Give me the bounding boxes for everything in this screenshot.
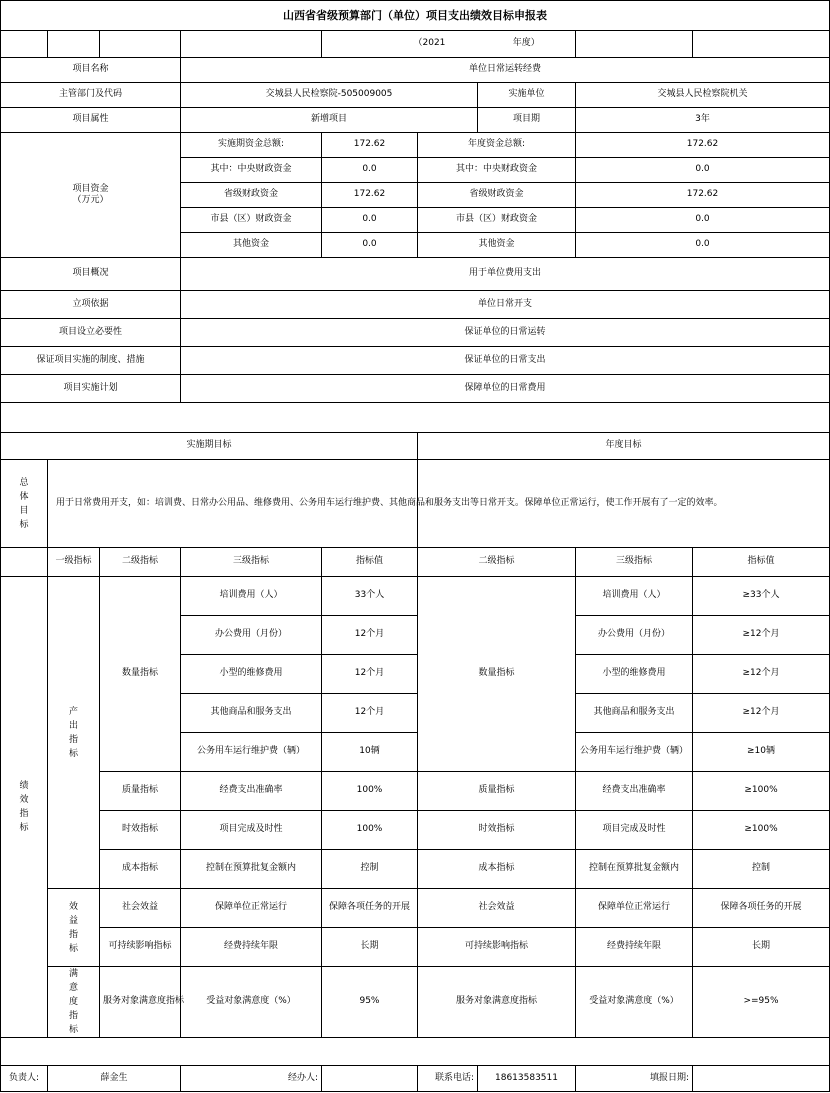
indicator-l3: 办公费用（月份）	[181, 616, 322, 655]
annual-indicator-value: ≥100%	[693, 811, 830, 850]
annual-quantity-label: 数量指标	[418, 577, 576, 772]
unit-value: 交城县人民检察院机关	[576, 83, 830, 108]
phone-label: 联系电话:	[418, 1066, 478, 1092]
indicator-l3: 经费持续年限	[181, 928, 322, 967]
measures-label: 保证项目实施的制度、措施	[1, 347, 181, 375]
indicator-value: 12个月	[322, 616, 418, 655]
phone-value: 18613583511	[478, 1066, 576, 1092]
period-value: 3年	[576, 108, 830, 133]
annual-indicator-value: >=95%	[693, 967, 830, 1038]
annual-indicator-l3: 公务用车运行维护费（辆）	[576, 733, 693, 772]
year-open: （	[413, 38, 423, 49]
attr-value: 新增项目	[181, 108, 478, 133]
funds-label-1: 实施期资金总额:	[181, 133, 322, 158]
indicator-l3: 公务用车运行维护费（辆）	[181, 733, 322, 772]
satisfaction-group-label: 满意度指标	[48, 967, 100, 1038]
indicator-value: 控制	[322, 850, 418, 889]
funds-value-3: 172.62	[322, 183, 418, 208]
annual-indicator-l3: 经费持续年限	[576, 928, 693, 967]
year-value: 2021	[422, 38, 446, 49]
indicator-value: 95%	[322, 967, 418, 1038]
annual-indicator-value: ≥100%	[693, 772, 830, 811]
attr-label: 项目属性	[1, 108, 181, 133]
funds-annual-label-4: 市县（区）财政资金	[418, 208, 576, 233]
year-suffix: 年度）	[478, 31, 576, 58]
funds-annual-value-5: 0.0	[576, 233, 830, 258]
necessity-label: 项目设立必要性	[1, 319, 181, 347]
cost-label: 成本指标	[100, 850, 181, 889]
dept-value: 交城县人民检察院-505009005	[181, 83, 478, 108]
plan-label: 项目实施计划	[1, 375, 181, 403]
measures-value: 保证单位的日常支出	[181, 347, 830, 375]
annual-indicator-l3: 控制在预算批复金额内	[576, 850, 693, 889]
annual-indicator-value: 控制	[693, 850, 830, 889]
value-header: 指标值	[322, 548, 418, 577]
funds-annual-label-1: 年度资金总额:	[418, 133, 576, 158]
annual-cost-label: 成本指标	[418, 850, 576, 889]
indicator-l3: 小型的维修费用	[181, 655, 322, 694]
basis-value: 单位日常开支	[181, 291, 830, 319]
overview-label: 项目概况	[1, 258, 181, 291]
annual-indicator-l3: 其他商品和服务支出	[576, 694, 693, 733]
funds-label-3: 省级财政资金	[181, 183, 322, 208]
indicator-l3: 保障单位正常运行	[181, 889, 322, 928]
level3-header: 三级指标	[181, 548, 322, 577]
annual-indicator-l3: 办公费用（月份）	[576, 616, 693, 655]
social-effect-label: 社会效益	[100, 889, 181, 928]
annual-goal-text: 保障单位正常运行，使工作开展有了一定的效率。	[418, 460, 830, 548]
indicator-l3: 控制在预算批复金额内	[181, 850, 322, 889]
annual-indicator-l3: 保障单位正常运行	[576, 889, 693, 928]
annual-indicator-value: ≥12个月	[693, 694, 830, 733]
funds-value-5: 0.0	[322, 233, 418, 258]
indicator-value: 12个月	[322, 655, 418, 694]
leader-label: 负责人:	[1, 1066, 48, 1092]
indicator-value: 12个月	[322, 694, 418, 733]
basis-label: 立项依据	[1, 291, 181, 319]
indicator-value: 长期	[322, 928, 418, 967]
annual-level3-header: 三级指标	[576, 548, 693, 577]
annual-satisfaction-label: 服务对象满意度指标	[418, 967, 576, 1038]
period-label: 项目期	[478, 108, 576, 133]
indicator-value: 33个人	[322, 577, 418, 616]
quality-label: 质量指标	[100, 772, 181, 811]
funds-annual-value-4: 0.0	[576, 208, 830, 233]
quantity-label: 数量指标	[100, 577, 181, 772]
annual-timeliness-label: 时效指标	[418, 811, 576, 850]
project-name-label: 项目名称	[1, 58, 181, 83]
timeliness-label: 时效指标	[100, 811, 181, 850]
output-group-label: 产出指标	[48, 577, 100, 889]
funds-label-4: 市县（区）财政资金	[181, 208, 322, 233]
funds-value-2: 0.0	[322, 158, 418, 183]
annual-value-header: 指标值	[693, 548, 830, 577]
sustainable-label: 可持续影响指标	[100, 928, 181, 967]
annual-indicator-value: ≥10辆	[693, 733, 830, 772]
annual-indicator-l3: 经费支出准确率	[576, 772, 693, 811]
unit-label: 实施单位	[478, 83, 576, 108]
leader-value: 薛金生	[48, 1066, 181, 1092]
project-name: 单位日常运转经费	[181, 58, 830, 83]
plan-value: 保障单位的日常费用	[181, 375, 830, 403]
period-goal-header: 实施期目标	[1, 433, 418, 460]
funds-annual-label-2: 其中：中央财政资金	[418, 158, 576, 183]
level2-header: 二级指标	[100, 548, 181, 577]
indicator-l3: 其他商品和服务支出	[181, 694, 322, 733]
funds-label-5: 其他资金	[181, 233, 322, 258]
period-goal-text: 用于日常费用开支，如：培训费、日常办公用品、维修费用、公务用车运行维护费、其他商品和服务支出等日常开支。	[48, 460, 418, 548]
funds-label-2: 其中：中央财政资金	[181, 158, 322, 183]
funds-value-1: 172.62	[322, 133, 418, 158]
annual-level2-header: 二级指标	[418, 548, 576, 577]
indicator-l3: 经费支出准确率	[181, 772, 322, 811]
overall-goal-label: 总体目标	[1, 460, 48, 548]
annual-indicator-l3: 培训费用（人）	[576, 577, 693, 616]
funds-value-4: 0.0	[322, 208, 418, 233]
dept-label: 主管部门及代码	[1, 83, 181, 108]
necessity-value: 保证单位的日常运转	[181, 319, 830, 347]
funds-annual-label-5: 其他资金	[418, 233, 576, 258]
funds-annual-value-3: 172.62	[576, 183, 830, 208]
funds-annual-value-1: 172.62	[576, 133, 830, 158]
handler-value	[322, 1066, 418, 1092]
indicator-l3: 受益对象满意度（%）	[181, 967, 322, 1038]
indicator-value: 10辆	[322, 733, 418, 772]
indicator-l3: 培训费用（人）	[181, 577, 322, 616]
annual-sustainable-label: 可持续影响指标	[418, 928, 576, 967]
annual-indicator-l3: 小型的维修费用	[576, 655, 693, 694]
annual-indicator-value: ≥12个月	[693, 616, 830, 655]
indicator-value: 100%	[322, 772, 418, 811]
annual-social-effect-label: 社会效益	[418, 889, 576, 928]
funds-annual-value-2: 0.0	[576, 158, 830, 183]
date-label: 填报日期:	[576, 1066, 693, 1092]
satisfaction-label: 服务对象满意度指标	[100, 967, 181, 1038]
annual-indicator-value: ≥12个月	[693, 655, 830, 694]
performance-label: 绩效指标	[1, 577, 48, 1038]
level1-header: 一级指标	[48, 548, 100, 577]
indicator-value: 保障各项任务的开展	[322, 889, 418, 928]
page-title: 山西省省级预算部门（单位）项目支出绩效目标申报表	[1, 1, 830, 31]
annual-goal-header: 年度目标	[418, 433, 830, 460]
funds-annual-label-3: 省级财政资金	[418, 183, 576, 208]
spacer-row	[1, 1038, 830, 1066]
annual-indicator-l3: 项目完成及时性	[576, 811, 693, 850]
indicator-l3: 项目完成及时性	[181, 811, 322, 850]
annual-indicator-l3: 受益对象满意度（%）	[576, 967, 693, 1038]
effect-group-label: 效益指标	[48, 889, 100, 967]
indicator-value: 100%	[322, 811, 418, 850]
annual-indicator-value: ≥33个人	[693, 577, 830, 616]
annual-indicator-value: 长期	[693, 928, 830, 967]
funds-label: 项目资金 （万元）	[1, 133, 181, 258]
overview-value: 用于单位费用支出	[181, 258, 830, 291]
handler-label: 经办人:	[181, 1066, 322, 1092]
date-value	[693, 1066, 830, 1092]
annual-quality-label: 质量指标	[418, 772, 576, 811]
annual-indicator-value: 保障各项任务的开展	[693, 889, 830, 928]
spacer-row	[1, 403, 830, 433]
